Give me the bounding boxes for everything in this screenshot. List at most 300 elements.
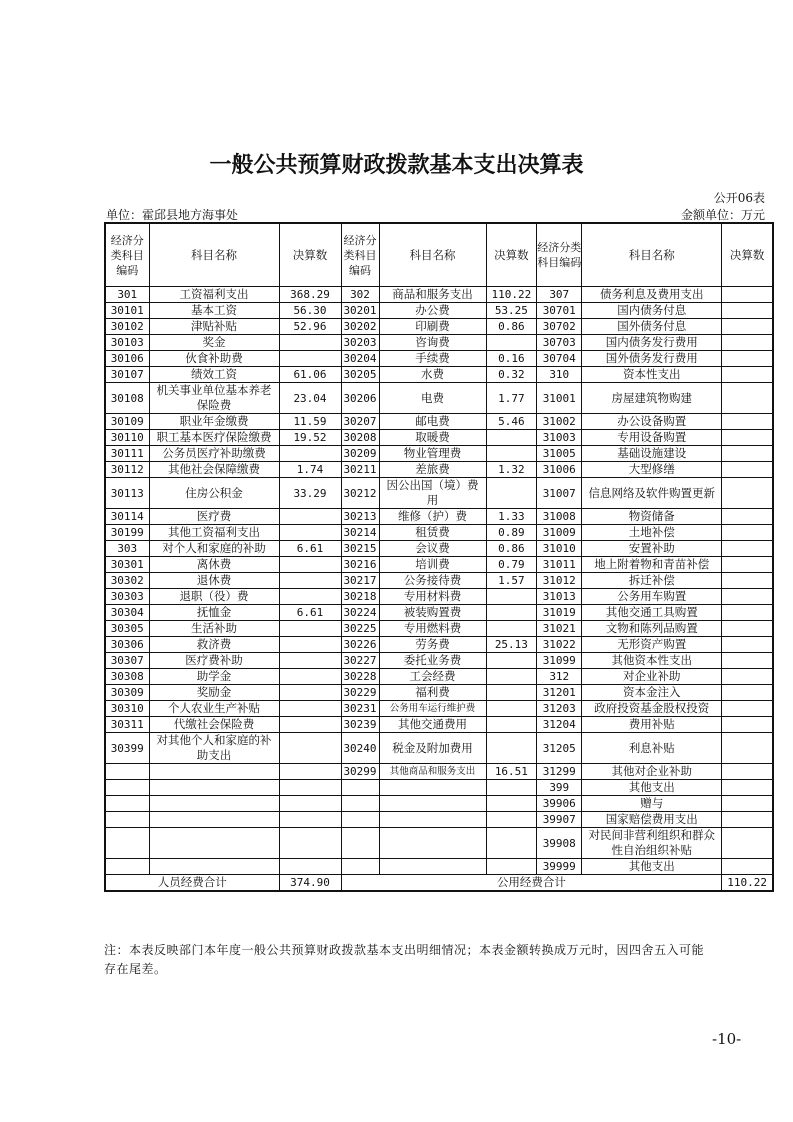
table-row: [105, 780, 773, 796]
cell-name: 伙食补助费: [149, 351, 279, 367]
cell-name: 委托业务费: [379, 653, 486, 669]
cell-name: 奖金: [149, 335, 279, 351]
cell-amount: [722, 414, 773, 430]
cell-code: 399: [537, 780, 582, 796]
cell-code: 30304: [105, 605, 149, 621]
cell-name: 福利费: [379, 685, 486, 701]
cell-name: 工资福利支出: [149, 287, 279, 303]
cell-name: 专用材料费: [379, 589, 486, 605]
table-row: [105, 319, 773, 335]
totals-row: [105, 875, 773, 892]
cell-name: [379, 780, 486, 796]
cell-code: 302: [341, 287, 379, 303]
cell-amount: [486, 669, 537, 685]
cell-amount: 52.96: [279, 319, 341, 335]
cell-name: 基本工资: [149, 303, 279, 319]
cell-name: 利息补贴: [582, 733, 722, 764]
table-row: [105, 605, 773, 621]
cell-amount: [279, 733, 341, 764]
cell-code: 30306: [105, 637, 149, 653]
cell-code: 39907: [537, 812, 582, 828]
cell-code: 30212: [341, 478, 379, 509]
cell-name: 邮电费: [379, 414, 486, 430]
table-row: [105, 462, 773, 478]
cell-amount: [279, 685, 341, 701]
cell-amount: [722, 573, 773, 589]
cell-name: 基础设施建设: [582, 446, 722, 462]
table-row: [105, 303, 773, 319]
cell-name: 职工基本医疗保险缴费: [149, 430, 279, 446]
cell-name: 其他支出: [582, 780, 722, 796]
cell-name: 咨询费: [379, 335, 486, 351]
table-row: [105, 859, 773, 875]
column-header: 科目名称: [149, 223, 279, 287]
cell-code: 31009: [537, 525, 582, 541]
cell-name: 电费: [379, 383, 486, 414]
cell-name: 生活补助: [149, 621, 279, 637]
cell-code: 30240: [341, 733, 379, 764]
cell-code: 30231: [341, 701, 379, 717]
column-header: 科目名称: [582, 223, 722, 287]
table-row: [105, 557, 773, 573]
table-row: [105, 764, 773, 780]
cell-amount: [279, 525, 341, 541]
cell-name: [379, 828, 486, 859]
cell-name: 抚恤金: [149, 605, 279, 621]
cell-name: 国外债务付息: [582, 319, 722, 335]
cell-amount: [722, 701, 773, 717]
cell-code: 30114: [105, 509, 149, 525]
cell-name: 对企业补助: [582, 669, 722, 685]
cell-amount: [722, 669, 773, 685]
table-row: [105, 525, 773, 541]
cell-name: 租赁费: [379, 525, 486, 541]
cell-amount: [486, 812, 537, 828]
cell-amount: [279, 637, 341, 653]
cell-code: 30206: [341, 383, 379, 414]
cell-name: [379, 859, 486, 875]
cell-amount: [722, 733, 773, 764]
cell-amount: [486, 685, 537, 701]
cell-amount: 0.16: [486, 351, 537, 367]
cell-code: 30199: [105, 525, 149, 541]
cell-name: [149, 764, 279, 780]
cell-code: 30301: [105, 557, 149, 573]
cell-name: 其他交通费用: [379, 717, 486, 733]
cell-amount: 19.52: [279, 430, 341, 446]
cell-name: 代缴社会保险费: [149, 717, 279, 733]
cell-code: 30111: [105, 446, 149, 462]
cell-code: [105, 780, 149, 796]
cell-code: 30112: [105, 462, 149, 478]
cell-amount: 0.86: [486, 319, 537, 335]
cell-code: 31019: [537, 605, 582, 621]
cell-code: 30217: [341, 573, 379, 589]
column-header: 科目名称: [379, 223, 486, 287]
cell-code: 301: [105, 287, 149, 303]
table-row: [105, 717, 773, 733]
cell-amount: 11.59: [279, 414, 341, 430]
page-number: -10-: [712, 1030, 742, 1048]
cell-code: 31012: [537, 573, 582, 589]
table-row: [105, 430, 773, 446]
cell-code: [105, 828, 149, 859]
cell-code: 30208: [341, 430, 379, 446]
cell-name: 物资储备: [582, 509, 722, 525]
cell-amount: [279, 859, 341, 875]
personnel-total-label: 人员经费合计: [105, 875, 279, 892]
cell-amount: 6.61: [279, 541, 341, 557]
cell-code: 39999: [537, 859, 582, 875]
cell-amount: [279, 780, 341, 796]
cell-code: 31011: [537, 557, 582, 573]
cell-name: 住房公积金: [149, 478, 279, 509]
cell-amount: [722, 478, 773, 509]
cell-code: 30310: [105, 701, 149, 717]
cell-name: 助学金: [149, 669, 279, 685]
cell-amount: 6.61: [279, 605, 341, 621]
cell-amount: [279, 669, 341, 685]
cell-code: 30113: [105, 478, 149, 509]
cell-amount: 368.29: [279, 287, 341, 303]
cell-code: 31001: [537, 383, 582, 414]
cell-code: 39908: [537, 828, 582, 859]
cell-name: 专用燃料费: [379, 621, 486, 637]
cell-amount: [722, 319, 773, 335]
cell-amount: 1.33: [486, 509, 537, 525]
cell-name: 工会经费: [379, 669, 486, 685]
cell-name: 地上附着物和青苗补偿: [582, 557, 722, 573]
cell-amount: 23.04: [279, 383, 341, 414]
cell-name: 其他支出: [582, 859, 722, 875]
cell-name: 资本金注入: [582, 685, 722, 701]
cell-code: 30203: [341, 335, 379, 351]
column-header: 经济分类科目编码: [105, 223, 149, 287]
cell-code: 30106: [105, 351, 149, 367]
cell-code: 30228: [341, 669, 379, 685]
cell-name: 公务接待费: [379, 573, 486, 589]
cell-amount: [722, 287, 773, 303]
cell-code: 30202: [341, 319, 379, 335]
cell-amount: [722, 653, 773, 669]
cell-name: 税金及附加费用: [379, 733, 486, 764]
cell-name: 对其他个人和家庭的补助支出: [149, 733, 279, 764]
cell-amount: [486, 589, 537, 605]
cell-amount: 5.46: [486, 414, 537, 430]
table-row: [105, 637, 773, 653]
cell-name: [149, 859, 279, 875]
cell-amount: [279, 589, 341, 605]
cell-amount: [722, 637, 773, 653]
cell-name: 其他社会保障缴费: [149, 462, 279, 478]
cell-code: 31005: [537, 446, 582, 462]
cell-amount: [722, 557, 773, 573]
cell-code: 30213: [341, 509, 379, 525]
cell-code: 30226: [341, 637, 379, 653]
cell-amount: [279, 335, 341, 351]
unit-label: 单位：霍邱县地方海事处: [106, 208, 239, 222]
cell-amount: [722, 828, 773, 859]
cell-amount: [279, 573, 341, 589]
cell-name: 个人农业生产补贴: [149, 701, 279, 717]
expenditure-table: [104, 222, 774, 892]
cell-name: 医疗费补助: [149, 653, 279, 669]
table-row: [105, 367, 773, 383]
cell-amount: 1.77: [486, 383, 537, 414]
column-header: 决算数: [486, 223, 537, 287]
cell-name: 物业管理费: [379, 446, 486, 462]
cell-name: 国内债务发行费用: [582, 335, 722, 351]
cell-name: 无形资产购置: [582, 637, 722, 653]
cell-name: 国外债务发行费用: [582, 351, 722, 367]
footnote: 注：本表反映部门本年度一般公共预算财政拨款基本支出明细情况；本表金额转换成万元时，因四舍五入可能存在尾差。: [104, 943, 705, 976]
cell-amount: 61.06: [279, 367, 341, 383]
cell-code: 312: [537, 669, 582, 685]
table-row: [105, 509, 773, 525]
cell-amount: [486, 335, 537, 351]
cell-name: 国内债务付息: [582, 303, 722, 319]
table-row: [105, 446, 773, 462]
cell-name: 培训费: [379, 557, 486, 573]
table-row: [105, 812, 773, 828]
cell-name: 被装购置费: [379, 605, 486, 621]
cell-code: [341, 828, 379, 859]
cell-amount: [722, 859, 773, 875]
cell-name: 赠与: [582, 796, 722, 812]
cell-code: 31205: [537, 733, 582, 764]
table-row: [105, 478, 773, 509]
table-row: [105, 621, 773, 637]
cell-amount: [486, 859, 537, 875]
cell-code: 30308: [105, 669, 149, 685]
cell-code: 30302: [105, 573, 149, 589]
cell-amount: [279, 509, 341, 525]
cell-amount: [279, 717, 341, 733]
cell-name: 其他资本性支出: [582, 653, 722, 669]
cell-amount: [279, 812, 341, 828]
cell-name: 信息网络及软件购置更新: [582, 478, 722, 509]
cell-amount: 1.57: [486, 573, 537, 589]
table-row: [105, 653, 773, 669]
cell-amount: [722, 446, 773, 462]
table-row: [105, 685, 773, 701]
cell-name: [149, 780, 279, 796]
cell-amount: 0.32: [486, 367, 537, 383]
cell-name: 差旅费: [379, 462, 486, 478]
cell-amount: [722, 351, 773, 367]
cell-code: 30101: [105, 303, 149, 319]
cell-name: 对个人和家庭的补助: [149, 541, 279, 557]
cell-name: 政府投资基金股权投资: [582, 701, 722, 717]
cell-name: 公务用车购置: [582, 589, 722, 605]
cell-amount: [722, 383, 773, 414]
cell-amount: [722, 430, 773, 446]
cell-amount: [486, 605, 537, 621]
cell-code: 30215: [341, 541, 379, 557]
cell-name: 劳务费: [379, 637, 486, 653]
cell-code: [105, 764, 149, 780]
cell-code: 30207: [341, 414, 379, 430]
cell-amount: [722, 303, 773, 319]
cell-code: 31021: [537, 621, 582, 637]
public-total-value: 110.22: [722, 875, 773, 892]
cell-name: 机关事业单位基本养老保险费: [149, 383, 279, 414]
cell-name: 土地补偿: [582, 525, 722, 541]
cell-name: 其他商品和服务支出: [379, 764, 486, 780]
cell-code: 30109: [105, 414, 149, 430]
cell-code: 31007: [537, 478, 582, 509]
table-row: [105, 796, 773, 812]
cell-amount: [486, 430, 537, 446]
table-row: [105, 828, 773, 859]
cell-code: 31299: [537, 764, 582, 780]
cell-code: [105, 796, 149, 812]
cell-amount: [722, 717, 773, 733]
cell-name: 办公设备购置: [582, 414, 722, 430]
table-row: [105, 589, 773, 605]
table-row: [105, 335, 773, 351]
cell-amount: [486, 780, 537, 796]
cell-code: 30703: [537, 335, 582, 351]
cell-amount: [722, 764, 773, 780]
cell-name: 对民间非营利组织和群众性自治组织补贴: [582, 828, 722, 859]
cell-name: 退职（役）费: [149, 589, 279, 605]
cell-name: 拆迁补偿: [582, 573, 722, 589]
cell-code: 30205: [341, 367, 379, 383]
cell-code: 31010: [537, 541, 582, 557]
table-row: [105, 287, 773, 303]
cell-code: 30209: [341, 446, 379, 462]
table-number: 公开06表: [713, 191, 765, 205]
cell-code: 30311: [105, 717, 149, 733]
cell-name: 专用设备购置: [582, 430, 722, 446]
cell-code: 39906: [537, 796, 582, 812]
cell-amount: 53.25: [486, 303, 537, 319]
cell-amount: [279, 653, 341, 669]
cell-code: 30224: [341, 605, 379, 621]
cell-code: 30102: [105, 319, 149, 335]
table-row: [105, 733, 773, 764]
cell-code: 30110: [105, 430, 149, 446]
cell-amount: 1.74: [279, 462, 341, 478]
cell-amount: [486, 701, 537, 717]
money-unit-label: 金额单位：万元: [680, 208, 765, 222]
cell-name: 国家赔偿费用支出: [582, 812, 722, 828]
public-total-label: 公用经费合计: [341, 875, 722, 892]
cell-name: 房屋建筑物购建: [582, 383, 722, 414]
cell-amount: [722, 812, 773, 828]
cell-amount: [722, 335, 773, 351]
cell-code: 31203: [537, 701, 582, 717]
cell-name: [149, 796, 279, 812]
cell-code: 31006: [537, 462, 582, 478]
cell-amount: [486, 621, 537, 637]
cell-code: [341, 812, 379, 828]
cell-code: 31013: [537, 589, 582, 605]
cell-code: 30239: [341, 717, 379, 733]
cell-amount: [279, 351, 341, 367]
cell-name: 其他对企业补助: [582, 764, 722, 780]
cell-code: 31204: [537, 717, 582, 733]
cell-name: 其他工资福利支出: [149, 525, 279, 541]
table-row: [105, 701, 773, 717]
table-row: [105, 541, 773, 557]
cell-code: 30229: [341, 685, 379, 701]
cell-amount: [722, 541, 773, 557]
cell-name: 办公费: [379, 303, 486, 319]
cell-name: [149, 828, 279, 859]
cell-name: 资本性支出: [582, 367, 722, 383]
cell-name: 救济费: [149, 637, 279, 653]
cell-name: 会议费: [379, 541, 486, 557]
cell-name: 医疗费: [149, 509, 279, 525]
cell-amount: [279, 828, 341, 859]
table-row: [105, 383, 773, 414]
cell-amount: 110.22: [486, 287, 537, 303]
cell-code: 31003: [537, 430, 582, 446]
table-row: [105, 351, 773, 367]
cell-name: 其他交通工具购置: [582, 605, 722, 621]
cell-amount: [279, 621, 341, 637]
cell-name: 津贴补贴: [149, 319, 279, 335]
table-row: [105, 573, 773, 589]
cell-amount: [722, 780, 773, 796]
cell-amount: [486, 478, 537, 509]
cell-code: 31002: [537, 414, 582, 430]
cell-code: 30299: [341, 764, 379, 780]
cell-name: 水费: [379, 367, 486, 383]
cell-code: 31022: [537, 637, 582, 653]
page-title: 一般公共预算财政拨款基本支出决算表: [209, 153, 584, 178]
cell-code: 30201: [341, 303, 379, 319]
cell-name: 商品和服务支出: [379, 287, 486, 303]
cell-name: 债务利息及费用支出: [582, 287, 722, 303]
cell-code: 30216: [341, 557, 379, 573]
cell-amount: [279, 764, 341, 780]
cell-amount: 0.89: [486, 525, 537, 541]
column-header: 决算数: [722, 223, 773, 287]
cell-code: 30218: [341, 589, 379, 605]
column-header: 经济分类科目编码: [341, 223, 379, 287]
cell-amount: [486, 446, 537, 462]
cell-code: 31099: [537, 653, 582, 669]
cell-name: 职业年金缴费: [149, 414, 279, 430]
cell-amount: [722, 796, 773, 812]
cell-amount: 25.13: [486, 637, 537, 653]
cell-amount: 0.86: [486, 541, 537, 557]
cell-code: 30108: [105, 383, 149, 414]
cell-name: [379, 812, 486, 828]
cell-amount: 1.32: [486, 462, 537, 478]
cell-code: [105, 812, 149, 828]
cell-amount: [722, 605, 773, 621]
cell-amount: [486, 796, 537, 812]
cell-code: 307: [537, 287, 582, 303]
cell-name: 离休费: [149, 557, 279, 573]
cell-code: 30309: [105, 685, 149, 701]
table-header: [105, 223, 773, 287]
cell-amount: 0.79: [486, 557, 537, 573]
cell-amount: [722, 509, 773, 525]
cell-code: 30204: [341, 351, 379, 367]
cell-code: 30211: [341, 462, 379, 478]
cell-amount: [279, 446, 341, 462]
cell-code: 30214: [341, 525, 379, 541]
cell-code: 30399: [105, 733, 149, 764]
cell-amount: [722, 525, 773, 541]
cell-code: [105, 859, 149, 875]
cell-amount: [722, 589, 773, 605]
